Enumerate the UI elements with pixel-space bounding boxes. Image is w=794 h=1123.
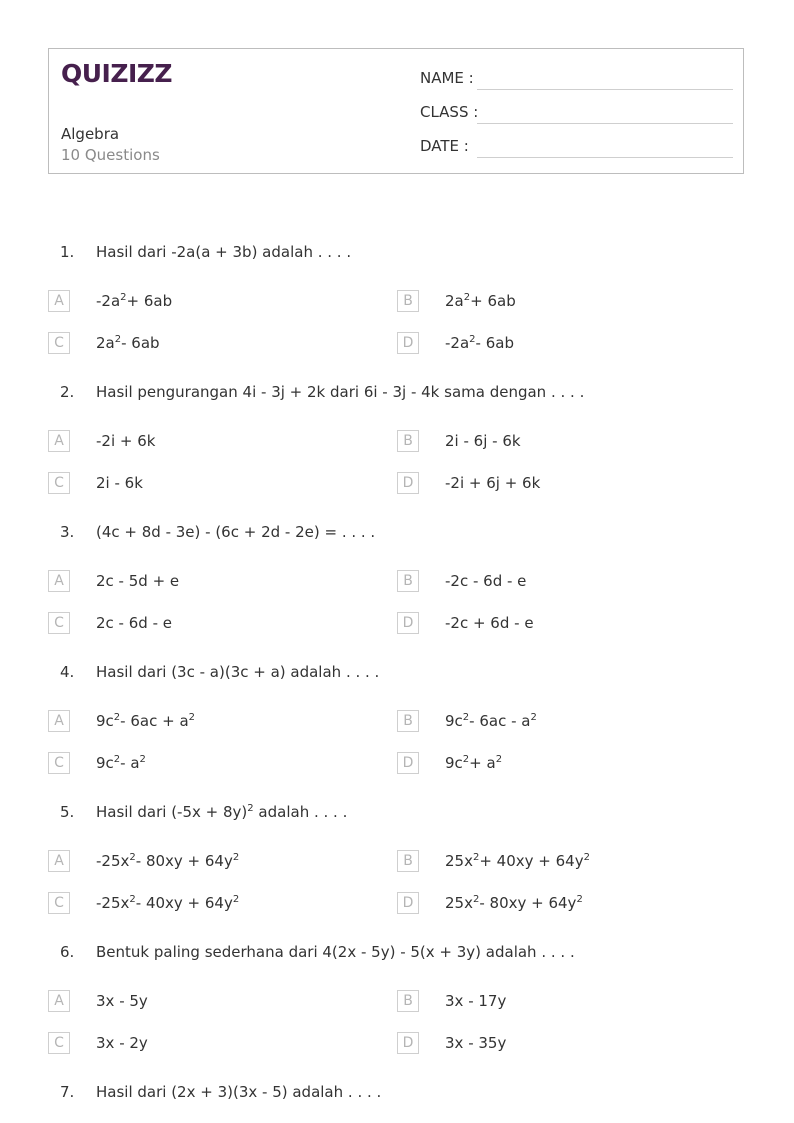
option-text-exponent: 2 <box>113 712 121 723</box>
option-text <box>96 474 143 492</box>
option-text <box>445 432 521 450</box>
option-text <box>445 334 514 352</box>
option-text <box>96 754 146 772</box>
option-text <box>96 992 148 1010</box>
option-text-segment: - 6ab <box>475 334 514 352</box>
option-text <box>96 1034 148 1052</box>
option-text-segment: -2i + 6k <box>96 432 156 450</box>
question-number: 6. <box>60 943 75 961</box>
option-letter-box[interactable]: B <box>397 710 419 732</box>
option-letter-box[interactable]: C <box>48 332 70 354</box>
question-text: Bentuk paling sederhana dari 4(2x - 5y) - 5(x + 3y) adalah . . . . <box>96 943 575 961</box>
option-text-segment: 3x - 5y <box>96 992 148 1010</box>
option-text-segment: - 40xy + 64y <box>135 894 233 912</box>
option-text-segment: -2a <box>445 334 470 352</box>
option-c[interactable] <box>48 472 348 496</box>
option-text-exponent: 2 <box>472 894 480 905</box>
question-text: (4c + 8d - 3e) - (6c + 2d - 2e) = . . . . <box>96 523 376 541</box>
option-text-segment: -2i + 6j + 6k <box>445 474 541 492</box>
option-letter-box[interactable]: B <box>397 850 419 872</box>
option-b[interactable] <box>397 850 697 874</box>
option-letter-box[interactable]: C <box>48 1032 70 1054</box>
option-letter-box[interactable]: C <box>48 752 70 774</box>
option-text <box>96 712 195 730</box>
option-text-exponent: 2 <box>472 852 480 863</box>
option-text <box>445 852 590 870</box>
option-text-exponent: 2 <box>462 754 470 765</box>
class-field[interactable] <box>477 123 733 124</box>
option-text-exponent: 2 <box>463 292 471 303</box>
option-b[interactable] <box>397 290 697 314</box>
option-text-segment: + a <box>469 754 496 772</box>
option-d[interactable] <box>397 472 697 496</box>
option-letter-box[interactable]: A <box>48 430 70 452</box>
option-text-segment: 9c <box>96 712 114 730</box>
option-d[interactable] <box>397 1032 697 1056</box>
option-d[interactable] <box>397 332 697 356</box>
option-letter-box[interactable]: B <box>397 290 419 312</box>
class-label: CLASS : <box>420 103 479 121</box>
option-text-exponent: 2 <box>469 334 476 345</box>
quizizz-logo: QUIZIZZ <box>61 59 173 88</box>
option-text-segment: 2a <box>96 334 115 352</box>
option-text-exponent: 2 <box>139 754 146 765</box>
option-text-exponent: 2 <box>583 852 590 863</box>
option-text <box>445 572 526 590</box>
option-text-segment: -25x <box>96 894 130 912</box>
option-a[interactable] <box>48 290 348 314</box>
option-text-segment: 2i - 6j - 6k <box>445 432 521 450</box>
option-c[interactable] <box>48 892 348 916</box>
option-a[interactable] <box>48 990 348 1014</box>
option-text-exponent: 2 <box>188 712 196 723</box>
worksheet-header <box>48 48 744 174</box>
date-label: DATE : <box>420 137 469 155</box>
option-text-segment: -2a <box>96 292 121 310</box>
option-text <box>96 292 172 310</box>
option-text-exponent: 2 <box>462 712 470 723</box>
question-text-segment: adalah . . . . <box>253 803 348 821</box>
option-text-exponent: 2 <box>232 852 240 863</box>
option-text-segment: 3x - 17y <box>445 992 507 1010</box>
option-letter-box[interactable]: B <box>397 430 419 452</box>
question-count: 10 Questions <box>61 146 160 164</box>
option-letter-box[interactable]: D <box>397 612 419 634</box>
option-letter-box[interactable]: D <box>397 472 419 494</box>
option-text <box>445 992 506 1010</box>
option-text-segment: + 40xy + 64y <box>479 852 584 870</box>
option-text-segment: 9c <box>445 754 463 772</box>
option-letter-box[interactable]: D <box>397 1032 419 1054</box>
question-number: 4. <box>60 663 75 681</box>
option-a[interactable] <box>48 710 348 734</box>
option-text-exponent: 2 <box>120 292 127 303</box>
option-letter-box[interactable]: A <box>48 710 70 732</box>
option-text-segment: -2c + 6d - e <box>445 614 534 632</box>
option-text-segment: 2i - 6k <box>96 474 143 492</box>
worksheet-subject: Algebra <box>61 125 120 143</box>
option-c[interactable] <box>48 1032 348 1056</box>
option-text-segment: 2c - 6d - e <box>96 614 172 632</box>
option-letter-box[interactable]: D <box>397 752 419 774</box>
option-text <box>96 572 179 590</box>
option-letter-box[interactable]: A <box>48 290 70 312</box>
option-text <box>96 852 239 870</box>
option-d[interactable] <box>397 892 697 916</box>
option-letter-box[interactable]: A <box>48 570 70 592</box>
name-field[interactable] <box>477 89 733 90</box>
option-b[interactable] <box>397 710 697 734</box>
question-text: Hasil pengurangan 4i - 3j + 2k dari 6i - 3j - 4k sama dengan . . . . <box>96 383 585 401</box>
option-text-exponent: 2 <box>114 334 122 345</box>
question-text: Hasil dari (2x + 3)(3x - 5) adalah . . . . <box>96 1083 382 1101</box>
option-letter-box[interactable]: C <box>48 892 70 914</box>
option-a[interactable] <box>48 570 348 594</box>
option-b[interactable] <box>397 430 697 454</box>
option-text-segment: - 6ab <box>121 334 160 352</box>
option-text-exponent: 2 <box>129 894 136 905</box>
option-c[interactable] <box>48 752 348 776</box>
option-text-segment: - 80xy + 64y <box>479 894 577 912</box>
option-a[interactable] <box>48 430 348 454</box>
date-field[interactable] <box>477 157 733 158</box>
option-letter-box[interactable]: D <box>397 892 419 914</box>
option-text-segment: + 6ab <box>126 292 173 310</box>
option-d[interactable] <box>397 612 697 636</box>
option-text-exponent: 2 <box>530 712 537 723</box>
option-text-exponent: 2 <box>129 852 136 863</box>
option-letter-box[interactable]: C <box>48 472 70 494</box>
option-text-segment: - 6ac + a <box>120 712 189 730</box>
question-text: Hasil dari -2a(a + 3b) adalah . . . . <box>96 243 352 261</box>
option-text-segment: 9c <box>96 754 114 772</box>
option-text <box>96 334 160 352</box>
option-text <box>445 614 534 632</box>
option-text <box>445 754 502 772</box>
question-number: 3. <box>60 523 75 541</box>
option-b[interactable] <box>397 570 697 594</box>
option-text-segment: - 6ac - a <box>469 712 531 730</box>
question-number: 1. <box>60 243 75 261</box>
option-b[interactable] <box>397 990 697 1014</box>
option-text-exponent: 2 <box>232 894 240 905</box>
option-text-segment: 2a <box>445 292 464 310</box>
option-text-segment: -25x <box>96 852 130 870</box>
question-text: Hasil dari (3c - a)(3c + a) adalah . . . . <box>96 663 380 681</box>
option-text <box>445 474 540 492</box>
option-text-segment: - 80xy + 64y <box>135 852 233 870</box>
question-number: 7. <box>60 1083 75 1101</box>
option-text <box>445 292 516 310</box>
question-text-segment: Hasil dari (-5x + 8y) <box>96 803 248 821</box>
option-letter-box[interactable]: D <box>397 332 419 354</box>
question-text <box>96 803 347 821</box>
name-label: NAME : <box>420 69 474 87</box>
option-text-segment: 25x <box>445 852 473 870</box>
option-text-segment: - a <box>120 754 140 772</box>
option-text-segment: 9c <box>445 712 463 730</box>
option-text <box>96 432 155 450</box>
option-text-exponent: 2 <box>113 754 121 765</box>
question-text-exponent: 2 <box>247 803 254 814</box>
question-number: 5. <box>60 803 75 821</box>
option-letter-box[interactable]: B <box>397 990 419 1012</box>
option-text <box>96 614 172 632</box>
option-text <box>445 1034 506 1052</box>
option-text-segment: 3x - 35y <box>445 1034 507 1052</box>
option-text-segment: + 6ab <box>470 292 516 310</box>
option-d[interactable] <box>397 752 697 776</box>
option-text-exponent: 2 <box>495 754 503 765</box>
option-letter-box[interactable]: A <box>48 850 70 872</box>
question-number: 2. <box>60 383 75 401</box>
option-text <box>445 712 537 730</box>
option-text-segment: 3x - 2y <box>96 1034 148 1052</box>
option-text <box>96 894 239 912</box>
option-text <box>445 894 583 912</box>
option-c[interactable] <box>48 332 348 356</box>
option-text-exponent: 2 <box>576 894 583 905</box>
option-text-segment: -2c - 6d - e <box>445 572 527 590</box>
option-c[interactable] <box>48 612 348 636</box>
option-a[interactable] <box>48 850 348 874</box>
option-text-segment: 2c - 5d + e <box>96 572 180 590</box>
option-letter-box[interactable]: B <box>397 570 419 592</box>
option-letter-box[interactable]: A <box>48 990 70 1012</box>
option-letter-box[interactable]: C <box>48 612 70 634</box>
option-text-segment: 25x <box>445 894 473 912</box>
